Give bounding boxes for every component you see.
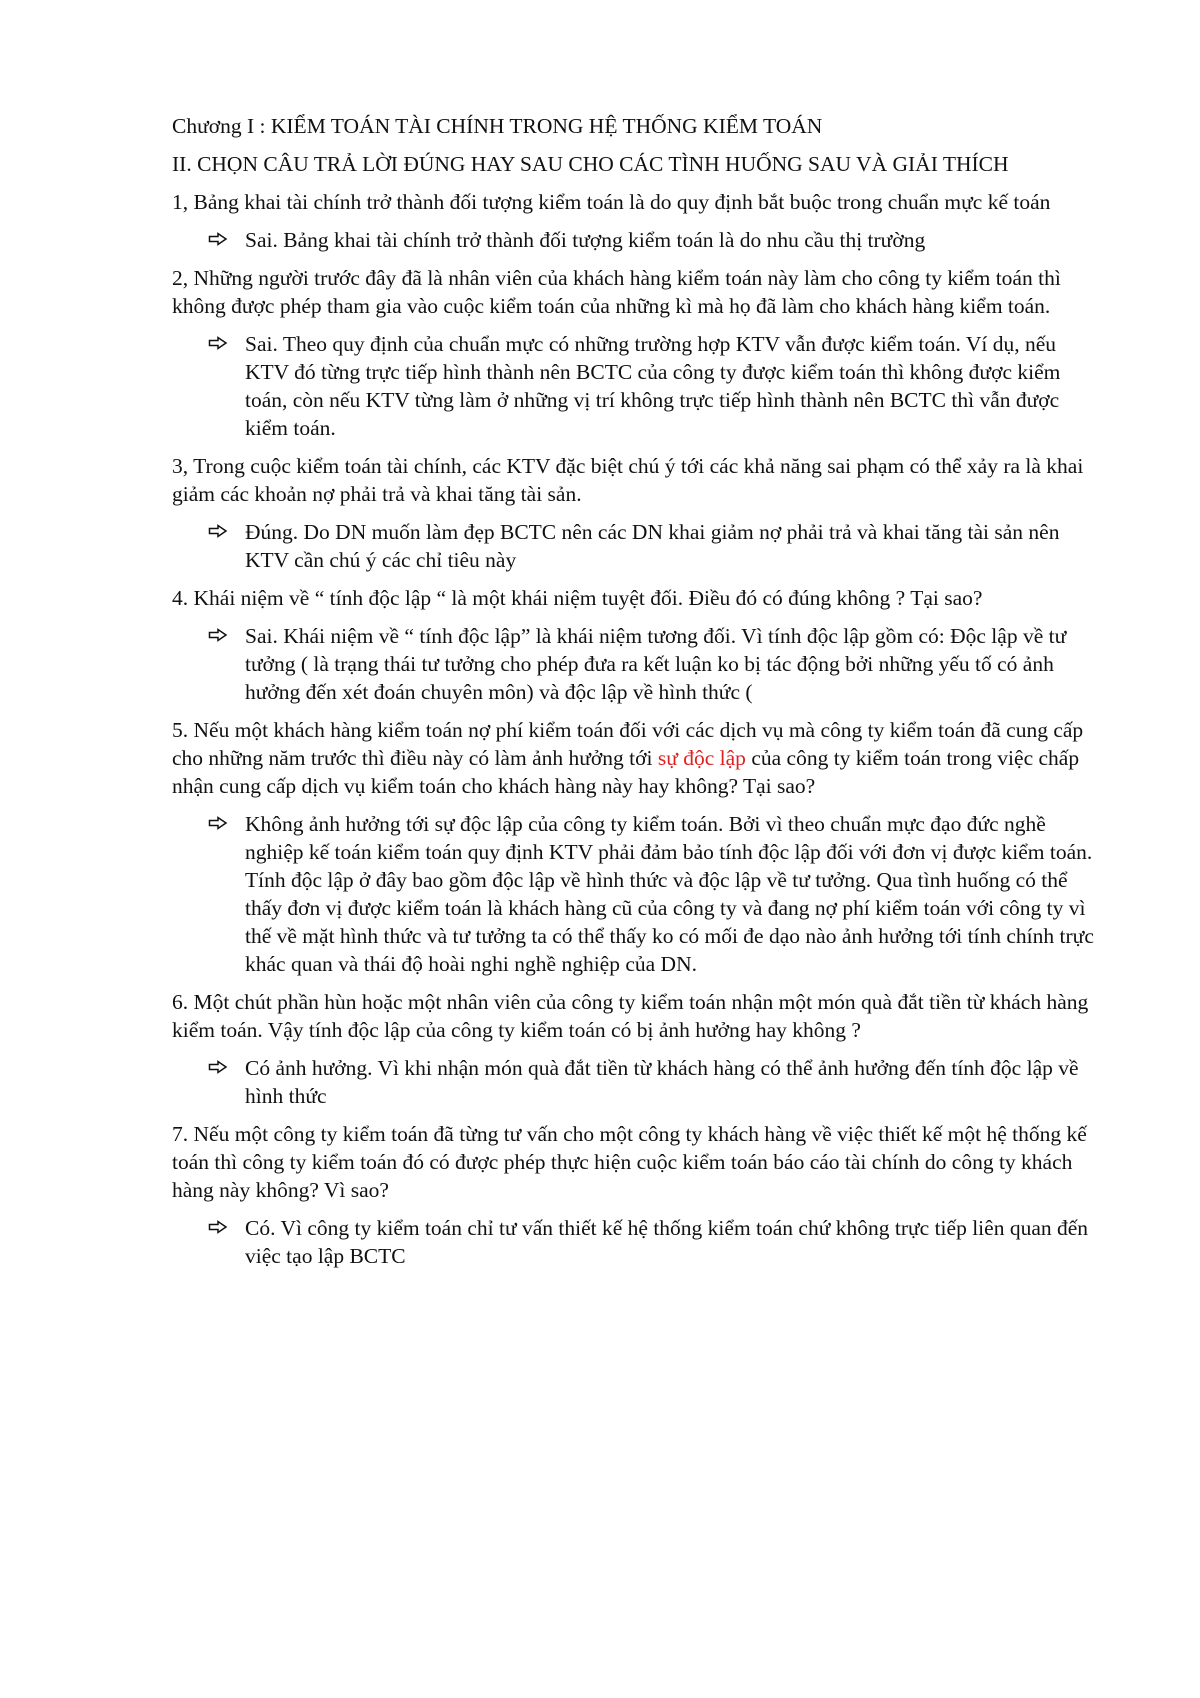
answer-4-text: Sai. Khái niệm về “ tính độc lập” là khái niệm tương đối. Vì tính độc lập gồm có: Độc lập về tư tưởng ( là trạng thái tư tưởng cho phép đưa ra kết luận ko bị tác động bởi những yếu tố có ảnh hưởng đến xét đoán chuyên môn) và độc lập về hình thức (: [245, 624, 1067, 704]
answer-5-text: Không ảnh hưởng tới sự độc lập của công ty kiểm toán. Bởi vì theo chuẩn mực đạo đức nghề nghiệp kế toán kiểm toán quy định KTV phải đảm bảo tính độc lập đối với đơn vị được kiểm toán. Tính độc lập ở đây bao gồm độc lập về hình thức và độc lập về tư tưởng. Qua tình huống có thể thấy đơn vị được kiểm toán là khách hàng cũ của công ty và đang nợ phí kiểm toán với công ty vì thế về mặt hình thức và tư tưởng ta có thể thấy ko có mối đe dạo nào ảnh hưởng tới tính chính trực khác quan và thái độ hoài nghi nghề nghiệp của DN.: [245, 812, 1094, 976]
question-5-text-before: 5. Nếu một khách hàng kiểm toán nợ phí kiểm toán đối với các dịch vụ mà công ty kiểm toán đã cung cấp cho những năm trước thì điều này có làm ảnh hưởng tới: [172, 718, 1084, 770]
answer-5: [172, 810, 1097, 978]
question-2: 2, Những người trước đây đã là nhân viên của khách hàng kiểm toán này làm cho công ty kiểm toán thì không được phép tham gia vào cuộc kiểm toán của những kì mà họ đã làm cho khách hàng kiểm toán.: [172, 266, 1061, 318]
question-4: 4. Khái niệm về “ tính độc lập “ là một khái niệm tuyệt đối. Điều đó có đúng không ? Tại sao?: [172, 586, 983, 610]
answer-6-text: Có ảnh hưởng. Vì khi nhận món quà đắt tiền từ khách hàng có thể ảnh hưởng đến tính độc lập về hình thức: [245, 1056, 1079, 1108]
answer-6: [172, 1054, 1097, 1110]
right-arrow-icon: [208, 622, 232, 650]
chapter-title: Chương I : KIỂM TOÁN TÀI CHÍNH TRONG HỆ THỐNG KIỂM TOÁN: [172, 114, 823, 138]
answer-1: [172, 226, 1097, 254]
right-arrow-icon: [208, 226, 232, 254]
section-title: II. CHỌN CÂU TRẢ LỜI ĐÚNG HAY SAU CHO CÁC TÌNH HUỐNG SAU VÀ GIẢI THÍCH: [172, 152, 1009, 176]
document-content: [172, 112, 1097, 1280]
question-6: 6. Một chút phần hùn hoặc một nhân viên của công ty kiểm toán nhận một món quà đắt tiền từ khách hàng kiểm toán. Vậy tính độc lập của công ty kiểm toán có bị ảnh hưởng hay không ?: [172, 990, 1089, 1042]
question-5: [172, 716, 1097, 800]
answer-3-text: Đúng. Do DN muốn làm đẹp BCTC nên các DN khai giảm nợ phải trả và khai tăng tài sản nên KTV cần chú ý các chỉ tiêu này: [245, 520, 1060, 572]
right-arrow-icon: [208, 1214, 232, 1242]
question-5-text-after: của công ty kiểm toán trong việc chấp nhận cung cấp dịch vụ kiểm toán cho khách hàng này hay không? Tại sao?: [172, 746, 1080, 798]
right-arrow-icon: [208, 518, 232, 546]
answer-4: [172, 622, 1097, 706]
question-5-highlight: sự độc lập: [657, 746, 746, 770]
right-arrow-icon: [208, 810, 232, 838]
answer-1-text: Sai. Bảng khai tài chính trở thành đối tượng kiểm toán là do nhu cầu thị trường: [245, 228, 926, 252]
answer-2: [172, 330, 1097, 442]
answer-7: [172, 1214, 1097, 1270]
right-arrow-icon: [208, 330, 232, 358]
answer-3: [172, 518, 1097, 574]
question-3: 3, Trong cuộc kiểm toán tài chính, các KTV đặc biệt chú ý tới các khả năng sai phạm có thể xảy ra là khai giảm các khoản nợ phải trả và khai tăng tài sản.: [172, 454, 1084, 506]
right-arrow-icon: [208, 1054, 232, 1082]
answer-7-text: Có. Vì công ty kiểm toán chỉ tư vấn thiết kế hệ thống kiểm toán chứ không trực tiếp liên quan đến việc tạo lập BCTC: [245, 1216, 1089, 1268]
answer-2-text: Sai. Theo quy định của chuẩn mực có những trường hợp KTV vẫn được kiểm toán. Ví dụ, nếu KTV đó từng trực tiếp hình thành nên BCTC của công ty được kiểm toán thì không được kiểm toán, còn nếu KTV từng làm ở những vị trí không trực tiếp hình thành nên BCTC thì vẫn được kiểm toán.: [245, 332, 1061, 440]
question-1: 1, Bảng khai tài chính trở thành đối tượng kiểm toán là do quy định bắt buộc trong chuẩn mực kế toán: [172, 190, 1051, 214]
question-7: 7. Nếu một công ty kiểm toán đã từng tư vấn cho một công ty khách hàng về việc thiết kế một hệ thống kế toán thì công ty kiểm toán đó có được phép thực hiện cuộc kiểm toán báo cáo tài chính do công ty khách hàng này không? Vì sao?: [172, 1122, 1087, 1202]
